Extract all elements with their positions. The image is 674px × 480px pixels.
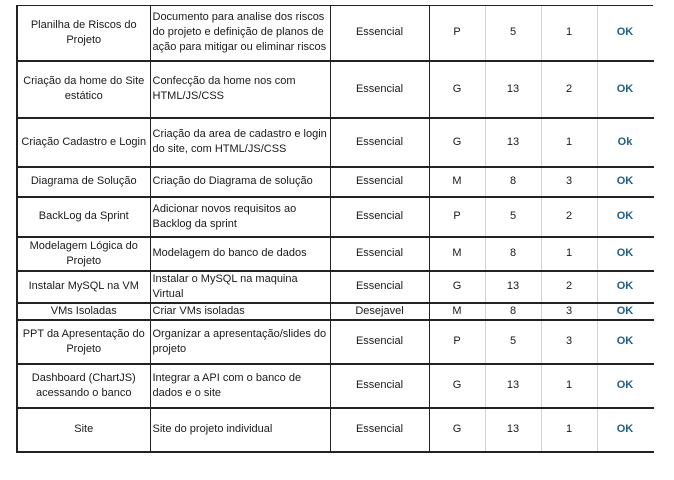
- cell-pontos: 5: [485, 197, 541, 237]
- cell-pontos: 5: [485, 6, 541, 61]
- table-row: [17, 118, 653, 167]
- cell-atividade: BackLog da Sprint: [17, 197, 150, 237]
- cell-tamanho: P: [429, 197, 485, 237]
- cell-descricao: Site do projeto individual: [150, 408, 330, 452]
- cell-pontos: 13: [485, 61, 541, 118]
- cell-tamanho: G: [429, 271, 485, 303]
- cell-tamanho: G: [429, 61, 485, 118]
- cell-descricao: Confecção da home nos com HTML/JS/CSS: [150, 61, 330, 118]
- cell-descricao: Adicionar novos requisitos ao Backlog da sprint: [150, 197, 330, 237]
- cell-atividade: Criação Cadastro e Login: [17, 118, 150, 167]
- cell-tamanho: G: [429, 118, 485, 167]
- cell-pontos: 5: [485, 320, 541, 364]
- table-row: [17, 197, 653, 237]
- cell-status: OK: [597, 237, 653, 271]
- cell-pontos: 8: [485, 237, 541, 271]
- cell-tipo: Essencial: [330, 271, 429, 303]
- cell-prioridade: 3: [541, 303, 597, 320]
- table-row: [17, 364, 653, 408]
- table-row: [17, 61, 653, 118]
- cell-pontos: 13: [485, 364, 541, 408]
- cell-prioridade: 1: [541, 364, 597, 408]
- cell-tipo: Essencial: [330, 6, 429, 61]
- cell-pontos: 13: [485, 271, 541, 303]
- cell-prioridade: 3: [541, 320, 597, 364]
- cell-tamanho: M: [429, 237, 485, 271]
- table-row: [17, 320, 653, 364]
- table-row: [17, 167, 653, 197]
- cell-prioridade: 2: [541, 61, 597, 118]
- cell-descricao: Organizar a apresentação/slides do projeto: [150, 320, 330, 364]
- cell-tamanho: M: [429, 167, 485, 197]
- cell-status: OK: [597, 197, 653, 237]
- cell-descricao: Criação do Diagrama de solução: [150, 167, 330, 197]
- cell-prioridade: 3: [541, 167, 597, 197]
- cell-prioridade: 2: [541, 197, 597, 237]
- cell-tipo: Essencial: [330, 167, 429, 197]
- cell-pontos: 13: [485, 408, 541, 452]
- cell-status: OK: [597, 167, 653, 197]
- table-row: [17, 237, 653, 271]
- cell-atividade: Modelagem Lógica do Projeto: [17, 237, 150, 271]
- cell-tamanho: G: [429, 408, 485, 452]
- cell-status: OK: [597, 303, 653, 320]
- table-row: [17, 408, 653, 452]
- cell-status: OK: [597, 61, 653, 118]
- cell-status: OK: [597, 271, 653, 303]
- backlog-table-body: [17, 6, 653, 452]
- cell-tipo: Essencial: [330, 61, 429, 118]
- cell-prioridade: 1: [541, 118, 597, 167]
- cell-prioridade: 2: [541, 271, 597, 303]
- cell-atividade: VMs Isoladas: [17, 303, 150, 320]
- cell-tamanho: P: [429, 6, 485, 61]
- cell-prioridade: 1: [541, 6, 597, 61]
- table-row: [17, 271, 653, 303]
- cell-descricao: Instalar o MySQL na maquina Virtual: [150, 271, 330, 303]
- cell-tipo: Essencial: [330, 320, 429, 364]
- cell-status: OK: [597, 320, 653, 364]
- cell-atividade: Planilha de Riscos do Projeto: [17, 6, 150, 61]
- cell-tipo: Essencial: [330, 197, 429, 237]
- cell-atividade: Instalar MySQL na VM: [17, 271, 150, 303]
- cell-tipo: Essencial: [330, 237, 429, 271]
- cell-pontos: 8: [485, 303, 541, 320]
- cell-status: Ok: [597, 118, 653, 167]
- cell-descricao: Integrar a API com o banco de dados e o site: [150, 364, 330, 408]
- cell-pontos: 8: [485, 167, 541, 197]
- cell-atividade: Criação da home do Site estático: [17, 61, 150, 118]
- cell-tamanho: P: [429, 320, 485, 364]
- cell-status: OK: [597, 408, 653, 452]
- cell-descricao: Criar VMs isoladas: [150, 303, 330, 320]
- cell-prioridade: 1: [541, 408, 597, 452]
- cell-atividade: Diagrama de Solução: [17, 167, 150, 197]
- cell-tamanho: G: [429, 364, 485, 408]
- table-row: [17, 303, 653, 320]
- cell-tipo: Essencial: [330, 364, 429, 408]
- cell-descricao: Documento para analise dos riscos do projeto e definição de planos de ação para mitigar ou eliminar riscos: [150, 6, 330, 61]
- cell-descricao: Modelagem do banco de dados: [150, 237, 330, 271]
- cell-tipo: Essencial: [330, 118, 429, 167]
- cell-tipo: Desejavel: [330, 303, 429, 320]
- cell-descricao: Criação da area de cadastro e login do site, com HTML/JS/CSS: [150, 118, 330, 167]
- table-row: [17, 6, 653, 61]
- cell-tamanho: M: [429, 303, 485, 320]
- cell-atividade: Site: [17, 408, 150, 452]
- cell-status: OK: [597, 6, 653, 61]
- cell-atividade: Dashboard (ChartJS) acessando o banco: [17, 364, 150, 408]
- cell-tipo: Essencial: [330, 408, 429, 452]
- cell-pontos: 13: [485, 118, 541, 167]
- cell-prioridade: 1: [541, 237, 597, 271]
- cell-status: OK: [597, 364, 653, 408]
- cell-atividade: PPT da Apresentação do Projeto: [17, 320, 150, 364]
- backlog-table: [16, 5, 654, 453]
